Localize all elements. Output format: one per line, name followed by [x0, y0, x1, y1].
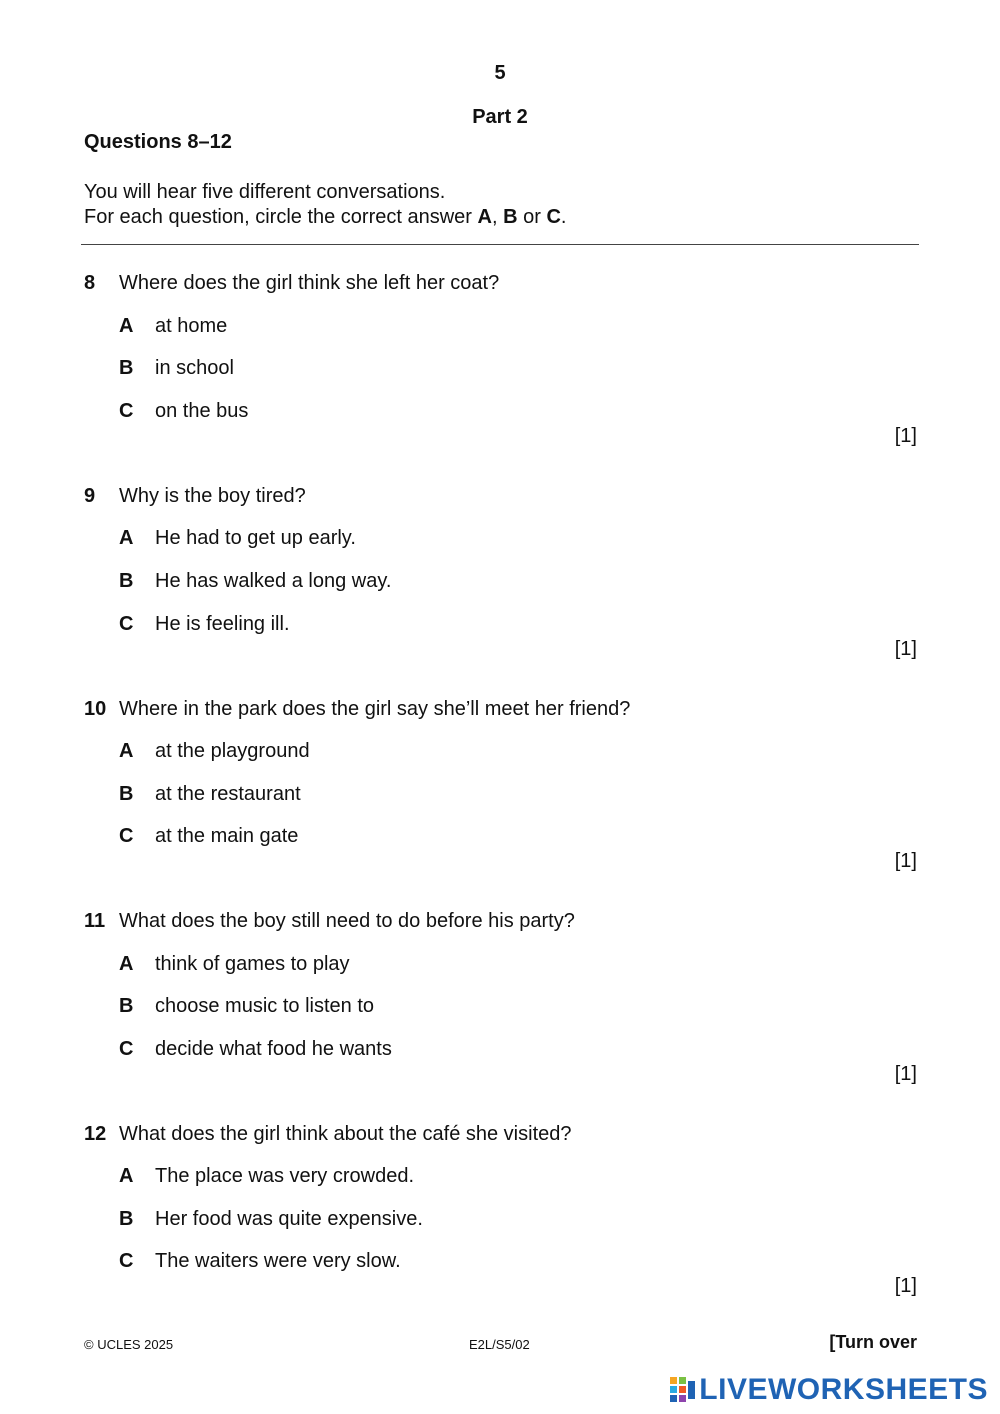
instructions-letter-a: A: [477, 206, 492, 228]
option-text[interactable]: He had to get up early.: [155, 527, 356, 549]
footer-code: E2L/S5/02: [469, 1337, 530, 1352]
question-number: 10: [84, 698, 107, 720]
option-text[interactable]: on the bus: [155, 400, 249, 422]
question-number: 12: [84, 1123, 107, 1145]
option-letter[interactable]: B: [119, 1208, 134, 1230]
instructions-sep1: ,: [491, 206, 504, 228]
question-number: 8: [84, 272, 96, 294]
option-text[interactable]: The place was very crowded.: [155, 1165, 415, 1187]
question-number: 9: [84, 485, 96, 507]
option-letter[interactable]: C: [119, 825, 134, 847]
question-mark: [1]: [894, 638, 917, 660]
instructions-line-2: [84, 206, 566, 229]
questions-range-heading: Questions 8–12: [84, 131, 232, 153]
page-number: 5: [494, 62, 506, 84]
instructions-letter-b: B: [503, 206, 518, 228]
option-text[interactable]: at the playground: [155, 740, 310, 762]
option-letter[interactable]: A: [119, 315, 134, 337]
option-text[interactable]: He has walked a long way.: [155, 570, 392, 592]
liveworksheets-watermark[interactable]: [670, 1372, 988, 1408]
option-letter[interactable]: A: [119, 740, 134, 762]
option-letter[interactable]: C: [119, 613, 134, 635]
option-letter[interactable]: A: [119, 1165, 134, 1187]
liveworksheets-logo-text: LIVEWORKSHEETS: [699, 1373, 988, 1406]
question-text: What does the boy still need to do before his party?: [119, 910, 575, 932]
footer-copyright: © UCLES 2025: [84, 1337, 174, 1352]
option-letter[interactable]: C: [119, 1038, 134, 1060]
question-text: Where does the girl think she left her coat?: [119, 272, 500, 294]
turn-over: [Turn over: [829, 1332, 917, 1352]
option-letter[interactable]: C: [119, 1250, 134, 1272]
part-title: Part 2: [472, 106, 528, 128]
instructions-end: .: [560, 206, 567, 228]
option-text[interactable]: choose music to listen to: [155, 995, 374, 1017]
option-text[interactable]: in school: [155, 357, 234, 379]
instructions-sep2: or: [517, 206, 547, 228]
option-text[interactable]: at the main gate: [155, 825, 299, 847]
option-text[interactable]: He is feeling ill.: [155, 613, 290, 635]
option-letter[interactable]: B: [119, 995, 134, 1017]
instructions-prefix: For each question, circle the correct answer: [84, 206, 478, 228]
option-text[interactable]: decide what food he wants: [155, 1038, 392, 1060]
option-text[interactable]: think of games to play: [155, 953, 350, 975]
question-mark: [1]: [894, 1063, 917, 1085]
option-text[interactable]: at the restaurant: [155, 783, 301, 805]
option-letter[interactable]: A: [119, 527, 134, 549]
liveworksheets-logo-icon: [670, 1377, 696, 1403]
question-mark: [1]: [894, 850, 917, 872]
question-text: Why is the boy tired?: [119, 485, 306, 507]
question-number: 11: [84, 910, 106, 932]
option-letter[interactable]: B: [119, 570, 134, 592]
option-letter[interactable]: C: [119, 400, 134, 422]
divider: [81, 244, 919, 245]
option-text[interactable]: at home: [155, 315, 228, 337]
option-letter[interactable]: B: [119, 357, 134, 379]
option-text[interactable]: Her food was quite expensive.: [155, 1208, 423, 1230]
option-text[interactable]: The waiters were very slow.: [155, 1250, 401, 1272]
instructions-line-1: You will hear five different conversations.: [84, 181, 446, 203]
question-text: Where in the park does the girl say she’ll meet her friend?: [119, 698, 631, 720]
option-letter[interactable]: B: [119, 783, 134, 805]
option-letter[interactable]: A: [119, 953, 134, 975]
question-mark: [1]: [894, 425, 917, 447]
instructions-letter-c: C: [546, 206, 561, 228]
question-mark: [1]: [894, 1275, 917, 1297]
question-text: What does the girl think about the café she visited?: [119, 1123, 572, 1145]
